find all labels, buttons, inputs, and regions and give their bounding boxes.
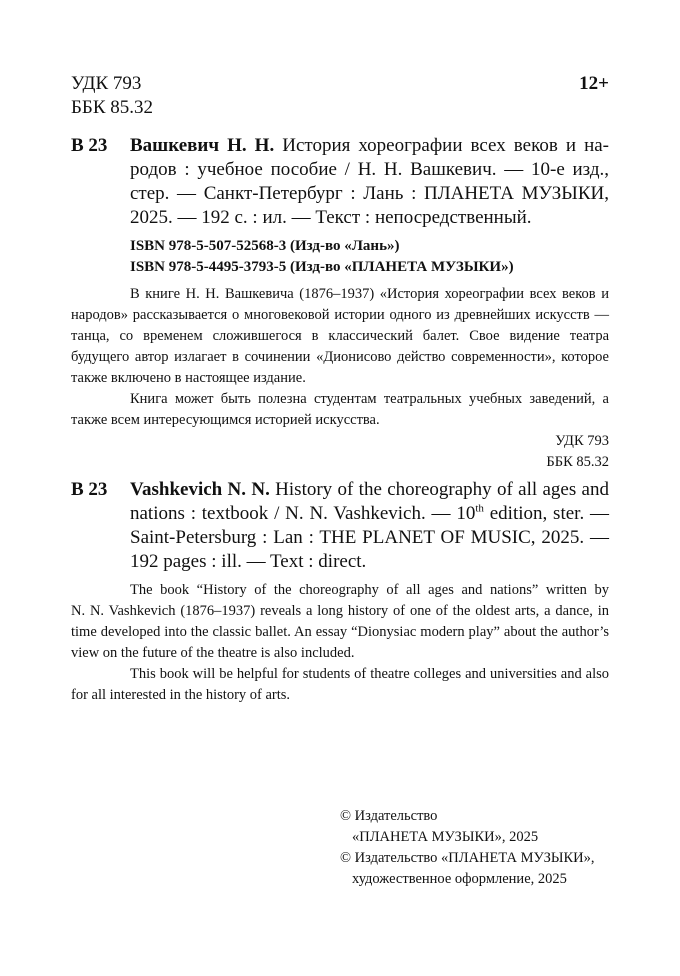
header-udk: УДК 793 [71, 73, 142, 94]
en-abstract-line-4: view on the future of the theatre is also included. [71, 645, 355, 661]
en-title-start: History of the choreography of all ages and [275, 479, 609, 500]
en-record-line-1 [130, 478, 609, 502]
age-rating: 12+ [579, 73, 609, 94]
copyright-line-3: © Издательство «ПЛАНЕТА МУЗЫКИ», [340, 850, 595, 866]
ru-record-line-4: 2025. — 192 с. : ил. — Текст : непосредственный. [130, 207, 532, 228]
ru-record-line-3: стер. — Санкт-Петербург : Лань : ПЛАНЕТА МУЗЫКИ, [130, 183, 609, 204]
ru-author: Вашкевич Н. Н. [130, 135, 275, 156]
copyright-line-1: © Издательство [340, 808, 438, 824]
en-abstract-line-3: time developed into the classic ballet. An essay “Dionysiac modern play” about the author’s [71, 624, 609, 640]
copyright-line-2: «ПЛАНЕТА МУЗЫКИ», 2025 [352, 829, 539, 845]
ru-record-line-1 [130, 134, 609, 158]
ru-abstract-line-2: народов» рассказывается о многовековой истории одного из древнейших искусств — [71, 307, 609, 323]
ru-bbk: ББК 85.32 [546, 454, 609, 470]
en-abstract-line-2: N. N. Vashkevich (1876–1937) reveals a long history of one of the oldest arts, a dance, in [71, 603, 609, 619]
ru-record-line-2: родов : учебное пособие / Н. Н. Вашкевич. — 10-е изд., [130, 159, 609, 180]
en-abstract2-line-2: for all interested in the history of arts. [71, 687, 291, 703]
header-bbk: ББК 85.32 [71, 97, 153, 118]
ru-abstract-line-4: будущего автор излагает в сочинении «Дионисово действо современности», которое [71, 349, 609, 365]
copyright-line-4: художественное оформление, 2025 [352, 871, 567, 887]
ru-abstract-line-5: также включено в настоящее издание. [71, 370, 306, 386]
en-line2-post: edition, ster. — [483, 503, 610, 524]
en-index: В 23 [71, 479, 108, 500]
en-line2-pre: nations : textbook / N. N. Vashkevich. — 10 [130, 503, 476, 524]
ru-abstract-line-3: танца, со временем сложившегося в классический балет. Свое видение театра [71, 328, 609, 344]
en-line2-sup: th [475, 502, 484, 515]
ru-abstract2-line-1: Книга может быть полезна студентам театральных учебных заведений, а [130, 391, 609, 407]
en-abstract-line-1: The book “History of the choreography of all ages and nations” written by [130, 582, 609, 598]
en-record-line-4: 192 pages : ill. — Text : direct. [130, 551, 367, 572]
isbn-lan: ISBN 978-5-507-52568-3 (Изд-во «Лань») [130, 238, 400, 254]
ru-index: В 23 [71, 135, 108, 156]
en-abstract2-line-1: This book will be helpful for students of theatre colleges and universities and also [130, 666, 609, 682]
en-record-line-2 [130, 502, 609, 526]
ru-abstract-line-1: В книге Н. Н. Вашкевича (1876–1937) «История хореографии всех веков и [130, 286, 609, 302]
ru-abstract2-line-2: также всем интересующимся историей искусства. [71, 412, 380, 428]
en-record-line-3: Saint-Petersburg : Lan : THE PLANET OF MUSIC, 2025. — [130, 527, 609, 548]
ru-udk: УДК 793 [555, 433, 609, 449]
en-author: Vashkevich N. N. [130, 479, 270, 500]
ru-title-start: История хореографии всех веков и на- [282, 135, 610, 156]
isbn-planeta: ISBN 978-5-4495-3793-5 (Изд-во «ПЛАНЕТА МУЗЫКИ») [130, 259, 514, 275]
